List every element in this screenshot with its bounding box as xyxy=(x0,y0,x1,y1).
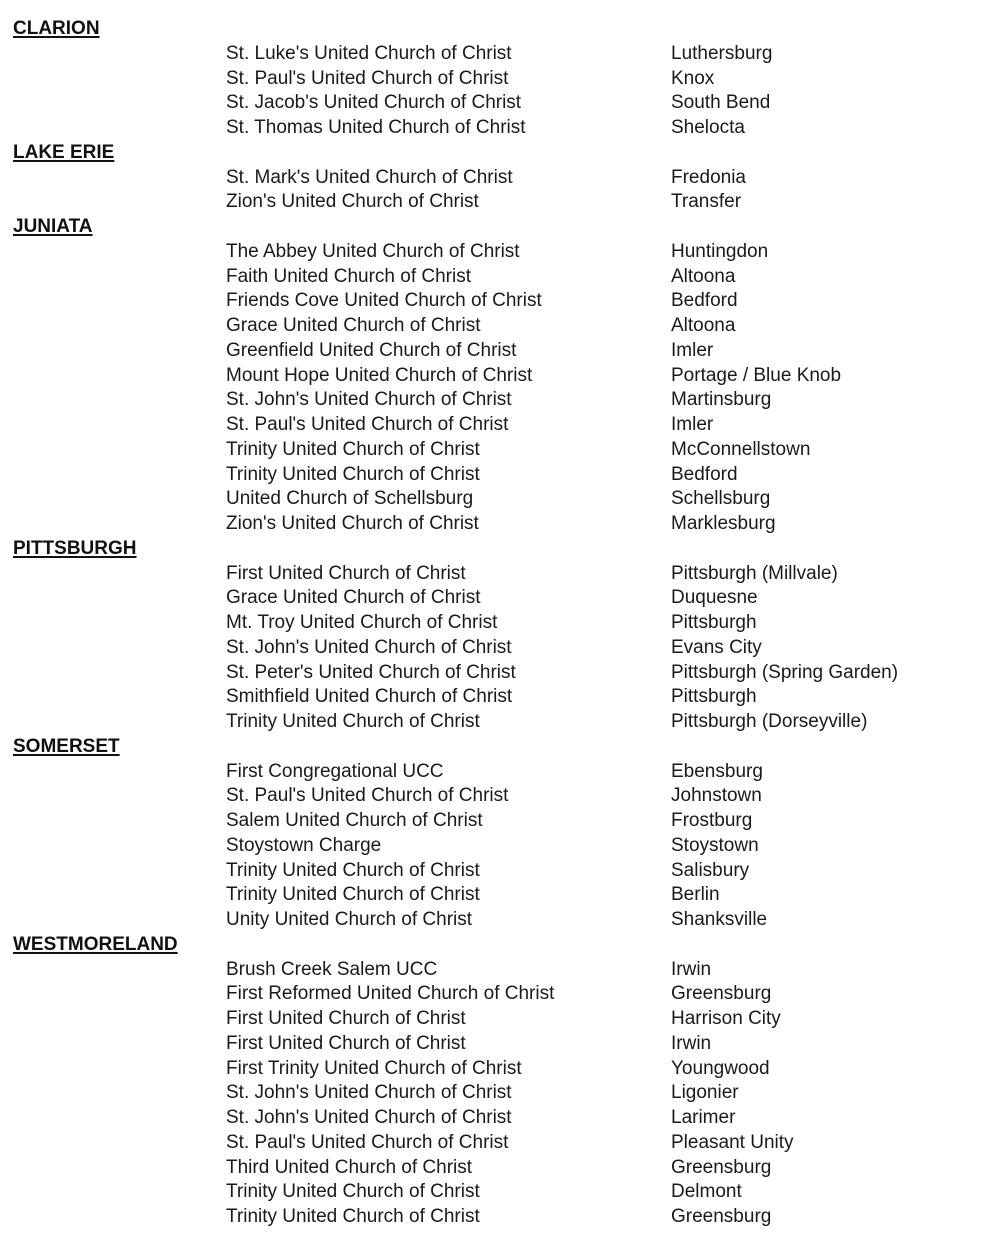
church-name: Stoystown Charge xyxy=(226,834,382,856)
list-item xyxy=(0,166,985,191)
church-name: Greenfield United Church of Christ xyxy=(226,339,517,361)
list-item xyxy=(0,883,985,908)
church-location: Transfer xyxy=(671,191,742,213)
list-item xyxy=(0,91,985,116)
church-location: Pittsburgh xyxy=(671,686,757,708)
list-item xyxy=(0,116,985,141)
section-heading xyxy=(0,735,985,760)
church-name: Brush Creek Salem UCC xyxy=(226,958,438,980)
church-name: Trinity United Church of Christ xyxy=(226,711,480,732)
list-item xyxy=(0,190,985,215)
church-location: Altoona xyxy=(671,265,736,287)
church-name: Smithfield United Church of Christ xyxy=(226,686,513,708)
list-item xyxy=(0,512,985,537)
church-location: Shanksville xyxy=(671,909,768,930)
church-location: Ebensburg xyxy=(671,760,763,782)
church-location: Pleasant Unity xyxy=(671,1131,794,1153)
list-item xyxy=(0,339,985,364)
church-location: Delmont xyxy=(671,1181,742,1203)
church-location: Larimer xyxy=(671,1107,736,1128)
church-name: Trinity United Church of Christ xyxy=(226,859,480,881)
church-location: Huntingdon xyxy=(671,240,769,262)
list-item xyxy=(0,1081,985,1106)
list-item xyxy=(0,388,985,413)
church-name: First United Church of Christ xyxy=(226,562,466,584)
church-location: Irwin xyxy=(671,958,712,980)
list-item xyxy=(0,314,985,339)
church-name: St. John's United Church of Christ xyxy=(226,1082,512,1104)
church-name: United Church of Schellsburg xyxy=(226,488,474,510)
list-item xyxy=(0,240,985,265)
list-item xyxy=(0,636,985,661)
church-name: St. Paul's United Church of Christ xyxy=(226,1131,509,1153)
church-location: Martinsburg xyxy=(671,389,772,411)
church-location: Bedford xyxy=(671,290,738,312)
church-name: St. Mark's United Church of Christ xyxy=(226,166,513,188)
list-item xyxy=(0,487,985,512)
church-location: Marklesburg xyxy=(671,513,776,534)
church-location: Irwin xyxy=(671,1032,712,1054)
church-name: Mt. Troy United Church of Christ xyxy=(226,612,498,633)
church-name: St. Paul's United Church of Christ xyxy=(226,785,509,807)
list-item xyxy=(0,67,985,92)
list-item xyxy=(0,834,985,859)
church-location: Greensburg xyxy=(671,1156,772,1178)
church-directory xyxy=(0,17,985,1230)
church-location: Bedford xyxy=(671,463,738,485)
list-item xyxy=(0,438,985,463)
section-heading-text: PITTSBURGH xyxy=(13,537,137,559)
church-location: Greensburg xyxy=(671,1206,772,1227)
church-name: Trinity United Church of Christ xyxy=(226,1206,480,1227)
church-name: The Abbey United Church of Christ xyxy=(226,240,520,262)
list-item xyxy=(0,1131,985,1156)
church-name: St. John's United Church of Christ xyxy=(226,636,512,658)
church-name: St. Peter's United Church of Christ xyxy=(226,661,516,683)
church-location: Schellsburg xyxy=(671,488,771,510)
list-item xyxy=(0,1007,985,1032)
church-name: First Reformed United Church of Christ xyxy=(226,983,555,1005)
church-location: Altoona xyxy=(671,315,736,336)
list-item xyxy=(0,265,985,290)
church-name: Salem United Church of Christ xyxy=(226,810,483,831)
list-item xyxy=(0,463,985,488)
section-heading xyxy=(0,215,985,240)
church-name: Trinity United Church of Christ xyxy=(226,463,480,485)
list-item xyxy=(0,42,985,67)
list-item xyxy=(0,685,985,710)
church-location: Duquesne xyxy=(671,587,758,609)
church-name: Zion's United Church of Christ xyxy=(226,191,479,213)
church-location: Pittsburgh (Millvale) xyxy=(671,562,838,584)
section-heading-text: WESTMORELAND xyxy=(13,933,178,955)
church-location: Shelocta xyxy=(671,117,745,138)
section-heading xyxy=(0,141,985,166)
list-item xyxy=(0,611,985,636)
church-name: Grace United Church of Christ xyxy=(226,315,481,336)
church-name: First Congregational UCC xyxy=(226,760,444,782)
list-item xyxy=(0,1156,985,1181)
church-location: Knox xyxy=(671,67,715,89)
list-item xyxy=(0,661,985,686)
church-location: Greensburg xyxy=(671,983,772,1005)
section-heading-text: JUNIATA xyxy=(13,216,93,237)
church-location: Stoystown xyxy=(671,834,759,856)
list-item xyxy=(0,586,985,611)
section-heading-text: LAKE ERIE xyxy=(13,141,115,163)
church-location: Youngwood xyxy=(671,1057,770,1079)
church-location: Frostburg xyxy=(671,810,753,831)
church-name: First Trinity United Church of Christ xyxy=(226,1057,522,1079)
church-location: Imler xyxy=(671,339,714,361)
list-item xyxy=(0,784,985,809)
list-item xyxy=(0,958,985,983)
church-name: Third United Church of Christ xyxy=(226,1156,473,1178)
section-heading-text: CLARION xyxy=(13,18,100,39)
list-item xyxy=(0,413,985,438)
list-item xyxy=(0,1205,985,1230)
church-location: Evans City xyxy=(671,636,762,658)
church-location: Pittsburgh xyxy=(671,612,757,633)
church-name: St. John's United Church of Christ xyxy=(226,389,512,411)
list-item xyxy=(0,1180,985,1205)
church-name: First United Church of Christ xyxy=(226,1032,466,1054)
section-heading xyxy=(0,17,985,42)
section-heading-text: SOMERSET xyxy=(13,735,120,757)
church-name: Zion's United Church of Christ xyxy=(226,513,479,534)
list-item xyxy=(0,908,985,933)
list-item xyxy=(0,364,985,389)
church-location: Ligonier xyxy=(671,1082,739,1104)
church-location: Harrison City xyxy=(671,1008,781,1029)
church-name: Grace United Church of Christ xyxy=(226,587,481,609)
list-item xyxy=(0,760,985,785)
church-location: Luthersburg xyxy=(671,42,773,64)
church-name: St. Jacob's United Church of Christ xyxy=(226,92,522,114)
church-location: Portage / Blue Knob xyxy=(671,364,842,386)
church-name: St. John's United Church of Christ xyxy=(226,1107,512,1128)
church-name: St. Paul's United Church of Christ xyxy=(226,67,509,89)
church-name: First United Church of Christ xyxy=(226,1008,466,1029)
list-item xyxy=(0,982,985,1007)
church-location: Imler xyxy=(671,414,714,435)
section-heading xyxy=(0,537,985,562)
church-name: St. Luke's United Church of Christ xyxy=(226,42,512,64)
church-location: South Bend xyxy=(671,92,771,114)
list-item xyxy=(0,562,985,587)
section-heading xyxy=(0,933,985,958)
church-name: Mount Hope United Church of Christ xyxy=(226,364,533,386)
church-name: Faith United Church of Christ xyxy=(226,265,471,287)
list-item xyxy=(0,289,985,314)
church-name: St. Paul's United Church of Christ xyxy=(226,414,509,435)
list-item xyxy=(0,809,985,834)
church-name: Trinity United Church of Christ xyxy=(226,1181,480,1203)
list-item xyxy=(0,1032,985,1057)
list-item xyxy=(0,1106,985,1131)
list-item xyxy=(0,1057,985,1082)
church-location: Pittsburgh (Spring Garden) xyxy=(671,661,899,683)
church-location: McConnellstown xyxy=(671,438,811,460)
church-name: Trinity United Church of Christ xyxy=(226,438,480,460)
church-name: Unity United Church of Christ xyxy=(226,909,473,930)
church-location: Fredonia xyxy=(671,166,746,188)
church-location: Salisbury xyxy=(671,859,750,881)
list-item xyxy=(0,859,985,884)
church-location: Johnstown xyxy=(671,785,762,807)
church-location: Berlin xyxy=(671,884,720,906)
church-name: Trinity United Church of Christ xyxy=(226,884,480,906)
church-name: St. Thomas United Church of Christ xyxy=(226,117,526,138)
list-item xyxy=(0,710,985,735)
church-name: Friends Cove United Church of Christ xyxy=(226,290,542,312)
church-location: Pittsburgh (Dorseyville) xyxy=(671,711,868,732)
